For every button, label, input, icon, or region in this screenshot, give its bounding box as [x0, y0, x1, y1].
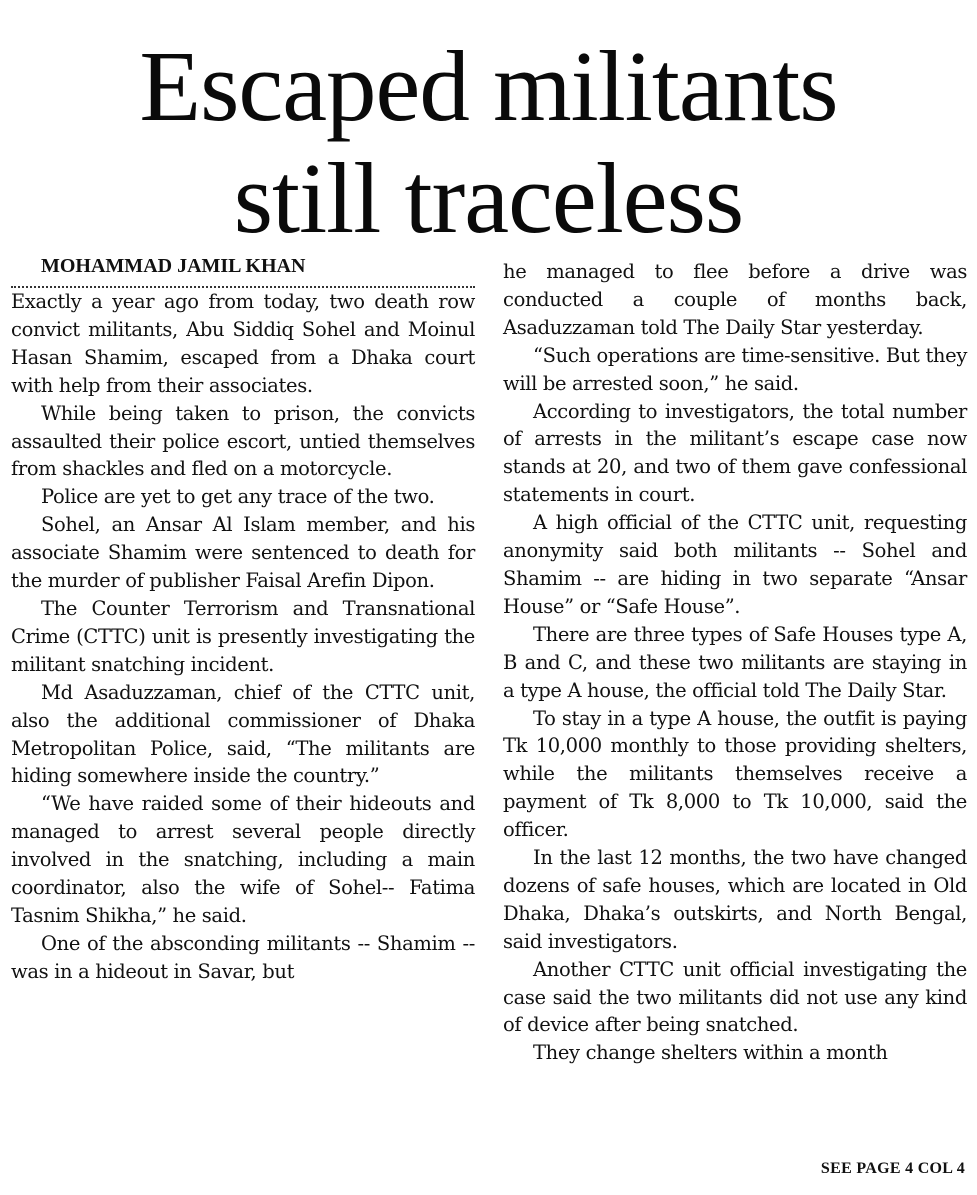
paragraph-8-continued: he managed to flee before a drive was conducted a couple of months back, Asaduzzaman told The Daily Star yesterday.: [503, 260, 967, 339]
left-column: [11, 252, 475, 986]
paragraph-15: Another CTTC unit official investigating the case said the two militants did not use any kind of device after being snatched.: [503, 957, 967, 1037]
paragraph-8: One of the absconding militants -- Shamim -- was in a hideout in Savar, but: [11, 931, 475, 983]
paragraph-16: They change shelters within a month: [533, 1041, 888, 1065]
jump-line[interactable]: SEE PAGE 4 COL 4: [820, 1160, 965, 1177]
paragraph-2: While being taken to prison, the convicts assaulted their police escort, untied themselves from shackles and fled on a motorcycle.: [11, 401, 475, 481]
paragraph-12: There are three types of Safe Houses type A, B and C, and these two militants are staying in a type A house, the official told The Daily Star.: [503, 622, 967, 702]
paragraph-9: “Such operations are time-sensitive. But they will be arrested soon,” he said.: [503, 343, 967, 395]
paragraph-1: Exactly a year ago from today, two death row convict militants, Abu Siddiq Sohel and Moinul Hasan Shamim, escaped from a Dhaka court with help from their associates.: [11, 290, 475, 397]
byline: MOHAMMAD JAMIL KHAN: [11, 252, 475, 288]
headline-line-2: still traceless: [233, 142, 744, 254]
paragraph-7: “We have raided some of their hideouts and managed to arrest several people directly involved in the snatching, including a main coordinator, also the wife of Sohel-- Fatima Tasnim Shikha,” he said.: [11, 792, 475, 927]
paragraph-13: To stay in a type A house, the outfit is paying Tk 10,000 monthly to those providing shelters, while the militants themselves receive a payment of Tk 8,000 to Tk 10,000, said the officer.: [503, 706, 967, 842]
paragraph-11: A high official of the CTTC unit, requesting anonymity said both militants -- Sohel and Shamim -- are hiding in two separate “Ansar House” or “Safe House”.: [503, 511, 967, 618]
paragraph-10: According to investigators, the total number of arrests in the militant’s escape case now stands at 20, and two of them gave confessional statements in court.: [503, 399, 967, 507]
paragraph-6: Md Asaduzzaman, chief of the CTTC unit, also the additional commissioner of Dhaka Metropolitan Police, said, “The militants are hiding somewhere inside the country.”: [11, 680, 475, 788]
headline-line-1: Escaped militants: [139, 30, 838, 142]
paragraph-5: The Counter Terrorism and Transnational Crime (CTTC) unit is presently investigating the militant snatching incident.: [11, 596, 475, 676]
paragraph-14: In the last 12 months, the two have changed dozens of safe houses, which are located in Old Dhaka, Dhaka’s outskirts, and North Bengal, said investigators.: [503, 846, 967, 953]
paragraph-4: Sohel, an Ansar Al Islam member, and his associate Shamim were sentenced to death for the murder of publisher Faisal Arefin Dipon.: [11, 513, 475, 593]
headline: [0, 30, 977, 254]
right-column: [503, 258, 967, 1067]
paragraph-3: Police are yet to get any trace of the two.: [41, 485, 435, 509]
